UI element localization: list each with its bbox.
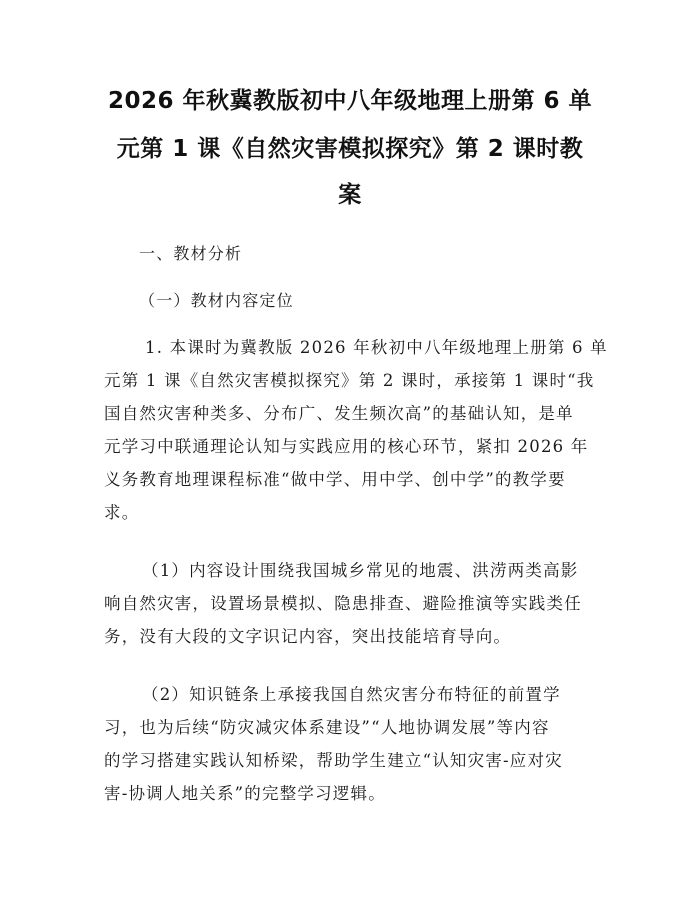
paragraph-2-line-3: 务，没有大段的文字识记内容，突出技能培育导向。 (104, 627, 512, 646)
paragraph-1-line-4: 元学习中联通理论认知与实践应用的核心环节，紧扣 2026 年 (104, 437, 589, 456)
paragraph-1-line-6: 求。 (104, 503, 140, 522)
subsection-heading: （一）教材内容定位 (139, 291, 294, 310)
section-heading: 一、教材分析 (139, 244, 243, 263)
paragraph-3-line-3: 的学习搭建实践认知桥梁，帮助学生建立“认知灾害-应对灾 (104, 751, 563, 770)
document-title-line-1: 2026 年秋冀教版初中八年级地理上册第 6 单 (107, 88, 593, 114)
paragraph-1-line-5: 义务教育地理课程标准“做中学、用中学、创中学”的教学要 (104, 470, 566, 489)
paragraph-2-line-1: （1）内容设计围绕我国城乡常见的地震、洪涝两类高影 (142, 561, 579, 580)
document-title-line-3: 案 (338, 182, 362, 208)
document-title-line-2: 元第 1 课《自然灾害模拟探究》第 2 课时教 (116, 136, 584, 162)
paragraph-1-line-1: 1. 本课时为冀教版 2026 年秋初中八年级地理上册第 6 单 (145, 338, 608, 357)
paragraph-3-line-2: 习，也为后续“防灾减灾体系建设”“人地协调发展”等内容 (104, 718, 550, 737)
paragraph-1-line-2: 元第 1 课《自然灾害模拟探究》第 2 课时，承接第 1 课时“我 (104, 371, 595, 390)
paragraph-3-line-1: （2）知识链条上承接我国自然灾害分布特征的前置学 (142, 685, 561, 704)
paragraph-3-line-4: 害-协调人地关系”的完整学习逻辑。 (104, 784, 386, 803)
paragraph-2-line-2: 响自然灾害，设置场景模拟、隐患排查、避险推演等实践类任 (104, 594, 582, 613)
paragraph-1-line-3: 国自然灾害种类多、分布广、发生频次高”的基础认知，是单 (104, 404, 574, 423)
